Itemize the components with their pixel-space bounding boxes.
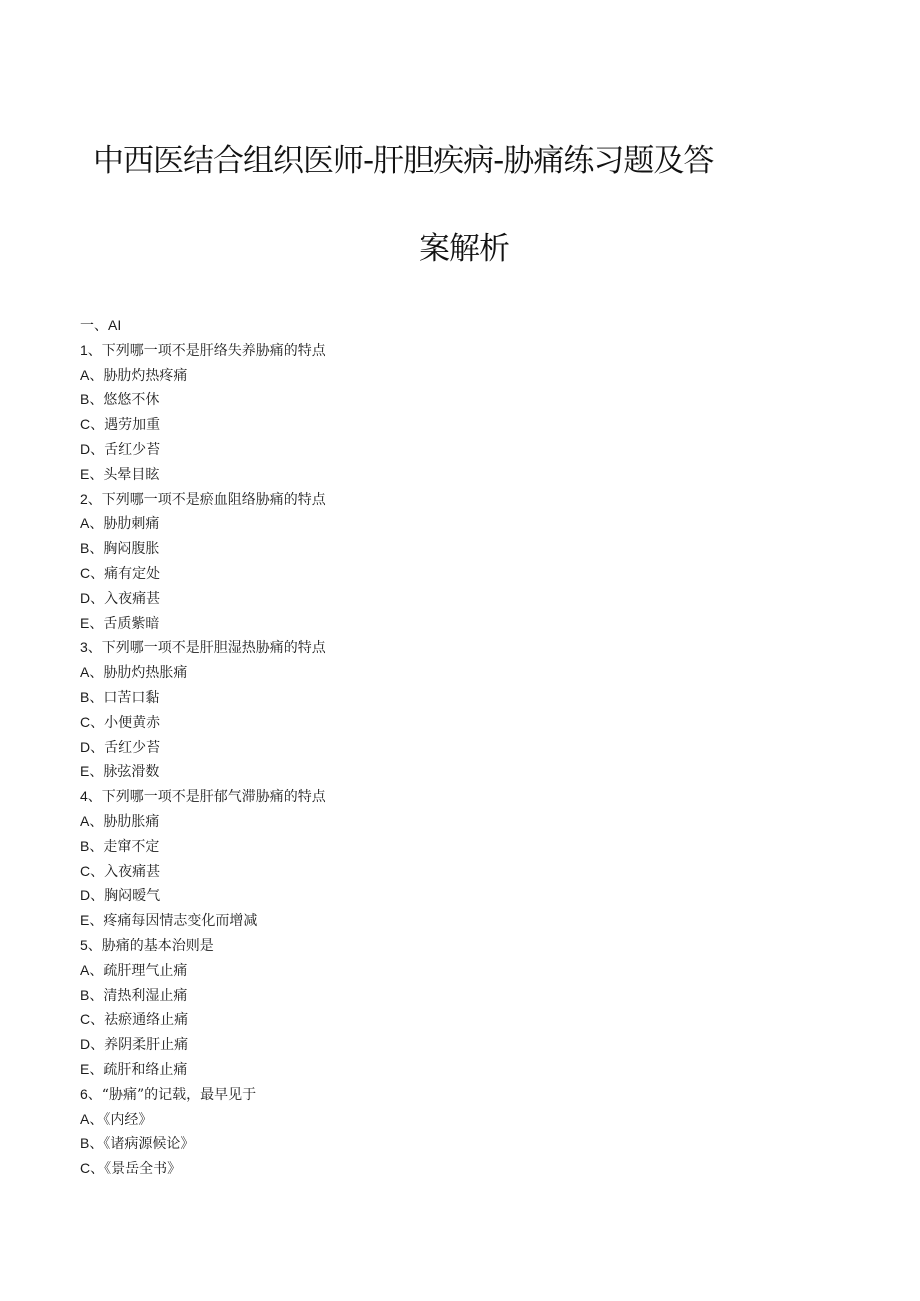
answer-option [80, 611, 326, 636]
option-text: 胸闷暧气 [104, 888, 161, 905]
option-letter: E、 [80, 614, 104, 631]
answer-option [80, 1131, 326, 1156]
answer-option [80, 685, 326, 710]
question-text: 下列哪一项不是肝胆湿热胁痛的特点 [101, 640, 326, 657]
question-stem [80, 933, 326, 958]
page-title: 中西医结合组织医师-肝胆疾病-胁痛练习题及答 [93, 143, 714, 179]
question-number: 2、 [80, 490, 102, 507]
option-letter: D、 [80, 440, 105, 457]
option-letter: B、 [80, 837, 104, 854]
option-letter: E、 [80, 763, 104, 780]
option-text: 祛瘀通络止痛 [104, 1012, 189, 1029]
section-marker: 一、 [80, 317, 108, 333]
option-text: 养阴柔肝止痛 [104, 1037, 189, 1054]
question-stem [80, 635, 326, 660]
answer-option [80, 387, 326, 412]
option-text: 胸闷腹胀 [103, 541, 160, 558]
option-letter: C、 [80, 1011, 105, 1028]
option-text: 舌红少苔 [104, 441, 161, 458]
option-text: 入夜痛甚 [104, 590, 161, 607]
option-letter: C、 [80, 416, 105, 433]
option-letter: A、 [80, 664, 104, 681]
option-text: 疼痛每因情志变化而增减 [103, 913, 258, 930]
answer-option [80, 908, 326, 933]
option-text: 舌红少苔 [104, 739, 161, 756]
option-letter: A、 [80, 1110, 104, 1127]
option-letter: B、 [80, 688, 104, 705]
option-letter: C、 [80, 862, 105, 879]
answer-option [80, 735, 326, 760]
answer-option [80, 1007, 326, 1032]
question-stem [80, 338, 326, 363]
option-text: 遇劳加重 [104, 417, 161, 434]
question-text: 下列哪一项不是瘀血阻络胁痛的特点 [101, 491, 326, 508]
answer-option [80, 1156, 326, 1181]
option-letter: D、 [80, 589, 105, 606]
answer-option [80, 437, 326, 462]
option-text: 痛有定处 [104, 565, 161, 582]
option-letter: A、 [80, 366, 104, 383]
question-text: 下列哪一项不是肝郁气滞胁痛的特点 [101, 789, 326, 806]
option-text: 口苦口黏 [103, 689, 160, 706]
question-list [80, 313, 326, 1181]
answer-option [80, 586, 326, 611]
option-text: 《景岳全书》 [104, 1161, 182, 1178]
answer-option [80, 363, 326, 388]
option-letter: C、 [80, 564, 105, 581]
answer-option [80, 561, 326, 586]
answer-option [80, 412, 326, 437]
option-text: 小便黄赤 [104, 714, 161, 731]
answer-option [80, 511, 326, 536]
question-stem [80, 487, 326, 512]
option-letter: E、 [80, 1060, 104, 1077]
answer-option [80, 983, 326, 1008]
page-title-continuation: 案解析 [419, 231, 509, 267]
question-number: 5、 [80, 936, 102, 953]
section-heading [80, 313, 326, 338]
answer-option [80, 883, 326, 908]
option-text: 悠悠不休 [103, 392, 160, 409]
option-text: 头晕目眩 [103, 466, 160, 483]
answer-option [80, 809, 326, 834]
answer-option [80, 1032, 326, 1057]
option-letter: A、 [80, 812, 104, 829]
option-letter: A、 [80, 515, 104, 532]
option-text: 《内经》 [103, 1111, 153, 1128]
question-number: 4、 [80, 788, 102, 805]
option-text: 胁肋灼热疼痛 [103, 367, 188, 384]
option-letter: E、 [80, 912, 104, 929]
option-text: 胁肋刺痛 [103, 516, 160, 533]
section-label: AI [108, 317, 122, 333]
option-letter: D、 [80, 1036, 105, 1053]
answer-option [80, 710, 326, 735]
option-text: 脉弦滑数 [103, 764, 160, 781]
answer-option [80, 859, 326, 884]
option-text: 清热利湿止痛 [103, 987, 188, 1004]
option-letter: A、 [80, 961, 104, 978]
answer-option [80, 1057, 326, 1082]
question-text: 胁痛的基本治则是 [101, 937, 214, 954]
answer-option [80, 660, 326, 685]
question-stem [80, 1082, 326, 1107]
question-text: “胁痛”的记载，最早见于 [101, 1086, 257, 1103]
question-number: 6、 [80, 1085, 102, 1102]
option-text: 疏肝和络止痛 [103, 1061, 188, 1078]
option-text: 疏肝理气止痛 [103, 962, 188, 979]
option-text: 入夜痛甚 [104, 863, 161, 880]
option-letter: B、 [80, 540, 104, 557]
option-letter: D、 [80, 738, 105, 755]
answer-option [80, 958, 326, 983]
option-text: 《诸病源候论》 [103, 1136, 195, 1153]
answer-option [80, 834, 326, 859]
option-text: 走窜不定 [103, 838, 160, 855]
option-letter: E、 [80, 465, 104, 482]
answer-option [80, 759, 326, 784]
question-number: 3、 [80, 639, 102, 656]
option-letter: C、 [80, 1160, 105, 1177]
option-letter: B、 [80, 391, 104, 408]
option-letter: B、 [80, 1135, 104, 1152]
option-text: 舌质紫暗 [103, 615, 160, 632]
option-letter: B、 [80, 986, 104, 1003]
answer-option [80, 536, 326, 561]
option-text: 胁肋胀痛 [103, 813, 160, 830]
option-text: 胁肋灼热胀痛 [103, 665, 188, 682]
option-letter: C、 [80, 713, 105, 730]
answer-option [80, 1107, 326, 1132]
answer-option [80, 462, 326, 487]
option-letter: D、 [80, 887, 105, 904]
question-number: 1、 [80, 341, 102, 358]
question-stem [80, 784, 326, 809]
question-text: 下列哪一项不是肝络失养胁痛的特点 [101, 342, 326, 359]
